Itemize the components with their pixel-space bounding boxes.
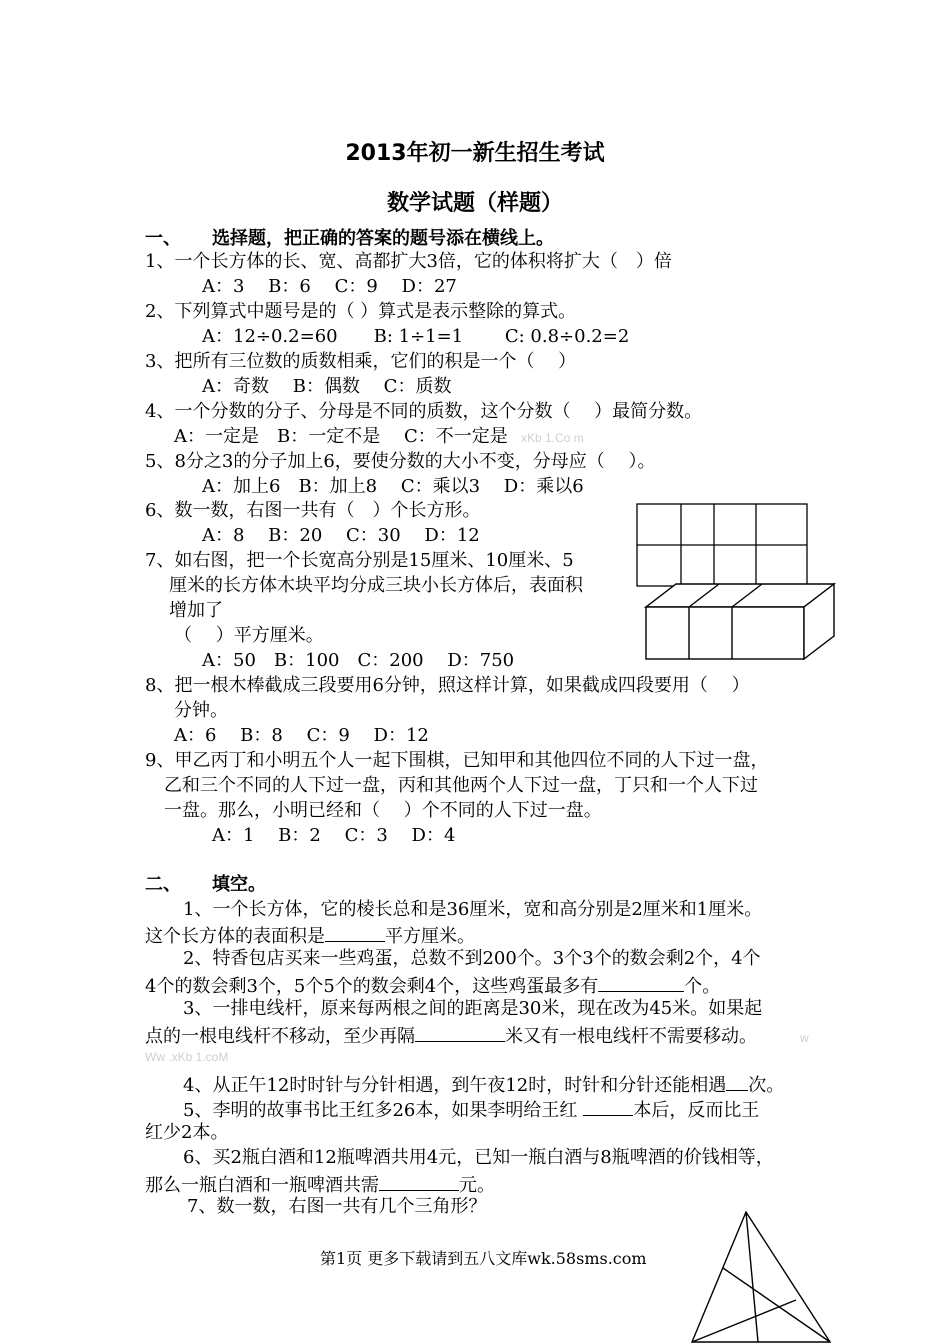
fill-1-unit: 平方厘米。 [385, 926, 475, 947]
question-4-options: A：一定是 B：一定不是 C：不一定是 [174, 426, 508, 447]
fill-2-line-1: 2、特香包店买来一些鸡蛋，总数不到200个。3个3个的数会剩2个，4个 [183, 948, 761, 969]
fill-1-line-2 [145, 923, 475, 948]
exam-title: 2013年初一新生招生考试 [345, 141, 605, 166]
question-8-line-2: 分钟。 [174, 700, 228, 721]
fill-2-line-2 [145, 973, 720, 998]
question-1: 1、一个长方体的长、宽、高都扩大3倍，它的体积将扩大（ ）倍 [145, 251, 672, 272]
fill-4-text: 4、从正午12时时针与分针相遇，到午夜12时，时针和分针还能相遇 [183, 1075, 727, 1096]
watermark: xKb 1.Co m [521, 431, 584, 445]
watermark-fragment: w [800, 1031, 809, 1045]
rectangle-grid-figure [636, 502, 811, 590]
question-3: 3、把所有三位数的质数相乘，它们的积是一个（ ） [145, 351, 577, 372]
fill-3-text: 点的一根电线杆不移动，至少再隔 [145, 1026, 415, 1047]
fill-5-text-2: 本后，反而比王 [633, 1100, 760, 1121]
fill-2-unit: 个。 [684, 976, 721, 997]
fill-5-line-2: 红少2本。 [145, 1122, 229, 1143]
page-footer: 第1页 更多下载请到五八文库wk.58sms.com [320, 1249, 647, 1268]
fill-6-answer-blank[interactable] [379, 1172, 459, 1191]
question-9-line-2: 乙和三个不同的人下过一盘，丙和其他两个人下过一盘，丁只和一个人下过 [164, 775, 758, 796]
question-1-options: A：3 B：6 C：9 D：27 [202, 276, 457, 297]
question-5-options: A：加上6 B：加上8 C：乘以3 D：乘以6 [202, 476, 584, 497]
watermark-2: Ww .xKb 1.coM [145, 1050, 229, 1064]
question-7-line-1: 7、如右图，把一个长宽高分别是15厘米、10厘米、5 [145, 550, 574, 571]
question-4: 4、一个分数的分子、分母是不同的质数，这个分数（ ）最简分数。 [145, 401, 703, 422]
fill-6-line-1: 6、买2瓶白酒和12瓶啤酒共用4元，已知一瓶白酒与8瓶啤酒的价钱相等， [183, 1147, 774, 1168]
fill-7-line: 7、数一数，右图一共有几个三角形？ [187, 1196, 487, 1217]
fill-3-line-1: 3、一排电线杆，原来每两根之间的距离是30米，现在改为45米。如果起 [183, 998, 763, 1019]
fill-3-unit: 米又有一根电线杆不需要移动。 [505, 1026, 757, 1047]
question-8-line-1: 8、把一根木棒截成三段要用6分钟，照这样计算，如果截成四段要用（ ） [145, 675, 750, 696]
question-7-line-2: 厘米的长方体木块平均分成三块小长方体后，表面积 [169, 575, 583, 596]
fill-5-line-1 [183, 1097, 759, 1122]
fill-6-unit: 元。 [459, 1175, 495, 1196]
question-7-options: A：50 B：100 C：200 D：750 [202, 650, 515, 671]
question-5: 5、8分之3的分子加上6，要使分数的大小不变，分母应（ ）。 [145, 451, 656, 472]
question-7-line-4: （ ）平方厘米。 [174, 625, 324, 646]
fill-3-line-2 [145, 1023, 757, 1048]
fill-1-line-1: 1、一个长方体，它的棱长总和是36厘米，宽和高分别是2厘米和1厘米。 [183, 899, 763, 920]
section-2-number: 二、 [145, 874, 181, 895]
cuboid-split-figure [644, 582, 840, 662]
triangle-count-figure [688, 1210, 838, 1344]
question-9-line-1: 9、甲乙丙丁和小明五个人一起下围棋，已知甲和其他四位不同的人下过一盘， [145, 750, 769, 771]
question-6: 6、数一数，右图一共有（ ）个长方形。 [145, 500, 481, 521]
fill-4-line [183, 1072, 784, 1097]
fill-1-text: 这个长方体的表面积是 [145, 926, 325, 947]
question-9-line-3: 一盘。那么，小明已经和（ ）个不同的人下过一盘。 [164, 800, 602, 821]
question-6-options: A：8 B：20 C：30 D：12 [202, 525, 480, 546]
fill-5-text: 5、李明的故事书比王红多26本，如果李明给王红 [183, 1100, 578, 1121]
fill-6-text: 那么一瓶白酒和一瓶啤酒共需 [145, 1175, 379, 1196]
fill-2-answer-blank[interactable] [598, 973, 684, 992]
question-7-line-3: 增加了 [169, 600, 223, 621]
question-3-options: A：奇数 B：偶数 C：质数 [202, 376, 452, 397]
section-1-title: 选择题，把正确的答案的题号添在横线上。 [212, 228, 554, 249]
exam-subtitle: 数学试题（样题） [386, 191, 563, 216]
question-9-options: A：1 B：2 C：3 D：4 [212, 825, 456, 846]
question-8-options: A：6 B：8 C：9 D：12 [174, 725, 429, 746]
fill-6-line-2 [145, 1172, 495, 1197]
fill-3-answer-blank[interactable] [415, 1023, 505, 1042]
section-2-title: 填空。 [212, 874, 266, 895]
fill-5-answer-blank[interactable] [583, 1097, 633, 1116]
question-2-options: A：12÷0.2=60 B: 1÷1=1 C: 0.8÷0.2=2 [202, 326, 630, 347]
question-2: 2、下列算式中题号是的（ ）算式是表示整除的算式。 [145, 301, 577, 322]
fill-1-answer-blank[interactable] [325, 923, 385, 942]
section-1-number: 一、 [145, 228, 181, 249]
fill-2-text: 4个的数会剩3个，5个5个的数会剩4个，这些鸡蛋最多有 [145, 976, 599, 997]
fill-4-unit: 次。 [748, 1075, 785, 1096]
fill-4-answer-blank[interactable] [726, 1072, 748, 1091]
